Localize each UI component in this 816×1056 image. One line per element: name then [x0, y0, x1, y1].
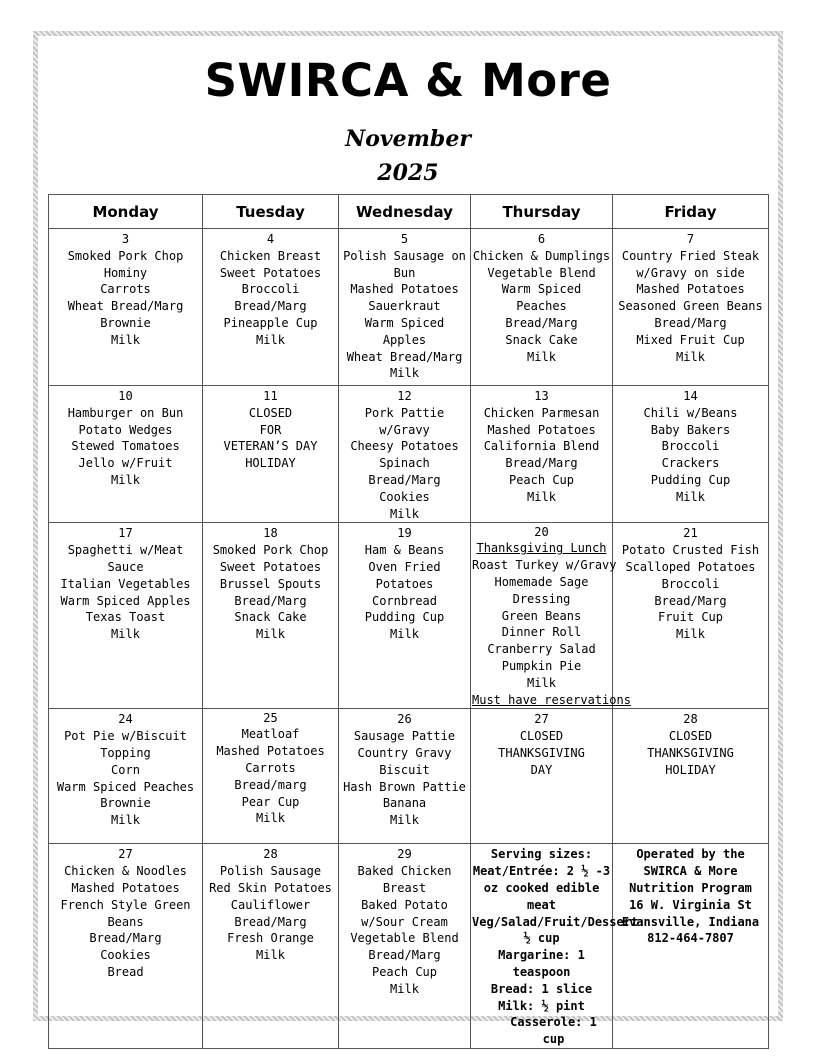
- menu-item: CLOSED: [519, 729, 564, 744]
- menu-item: Bread/Marg: [505, 456, 578, 471]
- menu-item: Sweet Potatoes: [219, 265, 322, 280]
- menu-item: Smoked Pork Chop: [67, 248, 184, 263]
- menu-item: Milk: [256, 948, 285, 963]
- day-cell: [339, 229, 471, 386]
- menu-item: Polish Sausage: [219, 864, 322, 879]
- day-cell: [471, 386, 613, 523]
- menu-item: Roast Turkey w/Gravy: [472, 558, 617, 573]
- day-cell: [203, 844, 339, 1049]
- menu-item: Seasoned Green Beans: [618, 299, 763, 314]
- menu-item: Sauce: [107, 559, 144, 574]
- menu-item: Warm Spiced: [364, 315, 445, 330]
- menu-item: Bread/Marg: [234, 299, 307, 314]
- operated-by-cell: [613, 844, 769, 1049]
- week-row: [49, 386, 769, 523]
- operator-info-line: Nutrition Program: [629, 880, 752, 895]
- menu-item: Mixed Fruit Cup: [636, 332, 745, 347]
- menu-item: Corn: [111, 762, 140, 777]
- day-number: 17: [118, 526, 133, 541]
- menu-item: Mashed Potatoes: [487, 422, 596, 437]
- menu-item: DAY: [530, 762, 553, 777]
- day-cell: [471, 523, 631, 709]
- menu-item: Milk: [390, 366, 419, 381]
- menu-item: Apples: [382, 332, 427, 347]
- day-number: 12: [397, 389, 412, 403]
- day-cell: [203, 229, 339, 386]
- day-cell: [613, 709, 769, 844]
- menu-item: Snack Cake: [505, 332, 578, 347]
- menu-item: Hominy: [103, 265, 148, 280]
- menu-item: Milk: [390, 813, 419, 828]
- menu-item: Chicken & Dumplings: [472, 248, 611, 263]
- menu-item: Pear Cup: [241, 794, 300, 809]
- menu-item: Milk: [390, 627, 419, 642]
- menu-item: Peach Cup: [371, 964, 438, 979]
- day-number: 28: [263, 847, 278, 862]
- menu-item: Dinner Roll: [501, 625, 582, 640]
- menu-item: Bread/Marg: [234, 914, 307, 929]
- menu-item: Vegetable Blend: [487, 265, 596, 280]
- menu-item: THANKSGIVING: [498, 745, 585, 760]
- menu-item: Potato Wedges: [78, 422, 173, 437]
- menu-item: Milk: [527, 675, 556, 690]
- menu-item: Milk: [111, 472, 140, 487]
- menu-item: Cornbread: [371, 593, 438, 608]
- menu-item: Cauliflower: [230, 897, 311, 912]
- menu-item: Bun: [393, 265, 416, 280]
- menu-item: Topping: [100, 745, 151, 760]
- menu-item: Homemade Sage: [494, 574, 589, 589]
- day-number: 25: [263, 711, 278, 726]
- menu-item: Stewed Tomatoes: [71, 439, 180, 454]
- menu-item: Bread/marg: [234, 777, 307, 792]
- menu-item: Pork Pattie: [364, 405, 445, 420]
- menu-item: Spaghetti w/Meat: [67, 543, 184, 558]
- day-cell: [203, 386, 339, 523]
- menu-item: Milk: [390, 981, 419, 996]
- menu-item: FOR: [259, 422, 282, 437]
- menu-item: Mashed Potatoes: [71, 880, 180, 895]
- month-label: November: [345, 126, 471, 152]
- week-row: [49, 229, 769, 386]
- menu-item: Scalloped Potatoes: [625, 559, 756, 574]
- day-number: 29: [397, 847, 412, 862]
- menu-item: Spinach: [379, 456, 430, 471]
- menu-item: Milk: [111, 813, 140, 828]
- menu-item: Milk: [527, 349, 556, 364]
- menu-item: Pudding Cup: [650, 472, 731, 487]
- menu-item: Cookies: [379, 489, 430, 504]
- day-number: 7: [686, 232, 695, 246]
- serving-sizes-cell: [471, 844, 646, 1049]
- menu-item: Potato Crusted Fish: [621, 543, 760, 558]
- menu-item: VETERAN’S DAY: [223, 439, 318, 454]
- menu-item: Milk: [111, 627, 140, 642]
- day-cell: [49, 844, 203, 1049]
- week-row: [49, 709, 769, 844]
- menu-item: Potatoes: [375, 576, 434, 591]
- day-number: 13: [534, 389, 549, 403]
- serving-size-line: Meat/Entrée: 2 ½ -3 oz cooked edible meat: [472, 864, 611, 912]
- day-number: 3: [121, 232, 130, 246]
- menu-item: Warm Spiced Peaches: [56, 779, 195, 794]
- menu-item: Broccoli: [661, 576, 720, 591]
- day-cell: [613, 229, 769, 386]
- menu-item: CLOSED: [248, 405, 293, 420]
- day-cell: [613, 386, 769, 523]
- header-tuesday: Tuesday: [203, 195, 339, 229]
- menu-item: Baked Chicken: [357, 864, 452, 879]
- menu-item: Sauerkraut: [368, 299, 441, 314]
- year-label: 2025: [377, 160, 439, 186]
- day-number: 6: [537, 232, 546, 246]
- menu-item: Peach Cup: [508, 472, 575, 487]
- day-number: 27: [534, 712, 549, 727]
- week-row: [49, 844, 769, 1049]
- day-number: 11: [263, 389, 278, 403]
- menu-item: Bread/Marg: [654, 593, 727, 608]
- operator-info-line: 812-464-7807: [647, 931, 734, 946]
- serving-size-line: Margarine: 1 teaspoon: [498, 948, 585, 979]
- menu-calendar: [48, 194, 769, 1049]
- menu-item: Chicken Parmesan: [483, 405, 600, 420]
- menu-item: Milk: [676, 489, 705, 504]
- serving-size-line: Bread: 1 slice: [490, 981, 593, 996]
- page-title: SWIRCA & More: [204, 54, 612, 107]
- menu-item: Jello w/Fruit: [78, 456, 173, 471]
- menu-item: Milk: [390, 506, 419, 521]
- menu-item: Milk: [676, 349, 705, 364]
- menu-item: Bread/Marg: [368, 472, 441, 487]
- header-friday: Friday: [613, 195, 769, 229]
- menu-item: CLOSED: [668, 729, 713, 744]
- menu-item: Mashed Potatoes: [216, 744, 325, 759]
- menu-note: Must have reservations: [472, 692, 631, 707]
- menu-item: Warm Spiced: [501, 282, 582, 297]
- serving-size-line: Milk: ½ pint: [498, 998, 585, 1013]
- day-cell: [203, 709, 339, 844]
- menu-item: Hamburger on Bun: [67, 405, 184, 420]
- menu-item: Texas Toast: [85, 610, 166, 625]
- menu-item: w/Gravy: [379, 422, 430, 437]
- header-monday: Monday: [49, 195, 203, 229]
- menu-item: Pumpkin Pie: [501, 658, 582, 673]
- menu-item: Warm Spiced Apples: [60, 593, 191, 608]
- menu-item: Broccoli: [241, 282, 300, 297]
- menu-item: Milk: [256, 627, 285, 642]
- menu-item: Baby Bakers: [650, 422, 731, 437]
- header-wednesday: Wednesday: [339, 195, 471, 229]
- menu-heading: Thanksgiving Lunch: [476, 541, 607, 556]
- menu-item: Milk: [111, 332, 140, 347]
- menu-item: Milk: [256, 811, 285, 826]
- menu-item: w/Gravy on side: [636, 265, 745, 280]
- menu-item: Smoked Pork Chop: [212, 543, 329, 558]
- day-cell: [339, 844, 471, 1049]
- weekday-header-row: [49, 195, 769, 229]
- menu-item: Oven Fried: [368, 559, 441, 574]
- menu-item: Milk: [527, 489, 556, 504]
- menu-item: Brussel Spouts: [219, 576, 322, 591]
- menu-item: HOLIDAY: [665, 762, 716, 777]
- menu-item: Green Beans: [501, 608, 582, 623]
- header-thursday: Thursday: [471, 195, 613, 229]
- menu-item: Ham & Beans: [364, 543, 445, 558]
- menu-item: Brownie: [100, 315, 151, 330]
- menu-item: Beans: [107, 914, 144, 929]
- menu-item: Cheesy Potatoes: [350, 439, 459, 454]
- menu-item: Sweet Potatoes: [219, 559, 322, 574]
- menu-item: Pineapple Cup: [223, 315, 318, 330]
- operator-info-line: SWIRCA & More: [643, 864, 738, 879]
- menu-item: Bread/Marg: [234, 593, 307, 608]
- menu-item: Vegetable Blend: [350, 931, 459, 946]
- day-number: 4: [266, 232, 275, 246]
- menu-item: Meatloaf: [241, 727, 300, 742]
- menu-item: Broccoli: [661, 439, 720, 454]
- day-cell: [339, 523, 471, 709]
- day-cell: [49, 523, 203, 709]
- menu-item: Polish Sausage on: [343, 248, 466, 263]
- menu-item: Red Skin Potatoes: [209, 880, 332, 895]
- day-number: 5: [400, 232, 409, 246]
- menu-item: Italian Vegetables: [60, 576, 191, 591]
- serving-size-line: Serving sizes:: [490, 847, 593, 862]
- menu-item: Peaches: [516, 299, 567, 314]
- menu-item: Chili w/Beans: [643, 405, 738, 420]
- menu-item: Breast: [382, 880, 427, 895]
- day-number: 19: [397, 526, 412, 541]
- menu-item: Country Gravy: [357, 745, 452, 760]
- day-number: 27: [118, 847, 133, 862]
- day-number: 26: [397, 712, 412, 727]
- menu-item: Pudding Cup: [364, 610, 445, 625]
- day-cell: [49, 386, 203, 523]
- menu-item: Mashed Potatoes: [350, 282, 459, 297]
- menu-item: Dressing: [512, 591, 571, 606]
- menu-item: Snack Cake: [234, 610, 307, 625]
- menu-item: Chicken & Noodles: [64, 864, 187, 879]
- day-number: 24: [118, 712, 133, 727]
- menu-item: Sausage Pattie: [353, 729, 456, 744]
- menu-item: Crackers: [661, 456, 720, 471]
- day-number: 14: [683, 389, 698, 403]
- serving-size-line: Casserole: 1 cup: [510, 1015, 597, 1047]
- day-cell: [613, 523, 769, 709]
- day-cell: [49, 709, 203, 844]
- menu-item: Wheat Bread/Marg: [67, 299, 184, 314]
- menu-item: French Style Green: [60, 897, 191, 912]
- menu-item: Mashed Potatoes: [636, 282, 745, 297]
- menu-item: Fresh Orange: [227, 931, 314, 946]
- day-number: 10: [118, 389, 133, 403]
- menu-item: w/Sour Cream: [361, 914, 448, 929]
- menu-item: Baked Potato: [361, 897, 448, 912]
- menu-item: Milk: [676, 627, 705, 642]
- day-cell: [49, 229, 203, 386]
- menu-item: Milk: [256, 332, 285, 347]
- menu-item: Bread/Marg: [654, 315, 727, 330]
- menu-item: Brownie: [100, 796, 151, 811]
- day-cell: [339, 709, 471, 844]
- day-number: 28: [683, 712, 698, 727]
- menu-item: Bread/Marg: [89, 931, 162, 946]
- menu-item: THANKSGIVING: [647, 745, 734, 760]
- menu-item: Bread/Marg: [368, 948, 441, 963]
- day-number: 18: [263, 526, 278, 541]
- menu-item: Carrots: [245, 760, 296, 775]
- menu-item: Carrots: [100, 282, 151, 297]
- menu-item: Fruit Cup: [657, 610, 724, 625]
- menu-item: HOLIDAY: [245, 456, 296, 471]
- day-cell: [471, 709, 613, 844]
- day-cell: [339, 386, 471, 523]
- menu-item: Bread: [107, 964, 144, 979]
- day-cell: [471, 229, 613, 386]
- operator-info-line: 16 W. Virginia St: [629, 897, 752, 912]
- serving-size-line: Veg/Salad/Fruit/Dessert: ½ cup: [472, 914, 646, 946]
- day-number: 21: [683, 526, 698, 541]
- menu-item: Hash Brown Pattie: [343, 779, 466, 794]
- week-row: [49, 523, 769, 709]
- menu-item: Bread/Marg: [505, 315, 578, 330]
- menu-item: California Blend: [483, 439, 600, 454]
- menu-item: Country Fried Steak: [621, 248, 760, 263]
- menu-item: Cookies: [100, 948, 151, 963]
- day-cell: [203, 523, 339, 709]
- menu-item: Wheat Bread/Marg: [346, 349, 463, 364]
- menu-item: Banana: [382, 796, 427, 811]
- operator-info-line: Evansville, Indiana: [621, 914, 760, 929]
- menu-item: Chicken Breast: [219, 248, 322, 263]
- menu-item: Cranberry Salad: [487, 642, 596, 657]
- menu-item: Pot Pie w/Biscuit: [64, 729, 187, 744]
- day-number: 20: [534, 525, 549, 540]
- operator-info-line: Operated by the: [636, 847, 745, 862]
- menu-item: Biscuit: [379, 762, 430, 777]
